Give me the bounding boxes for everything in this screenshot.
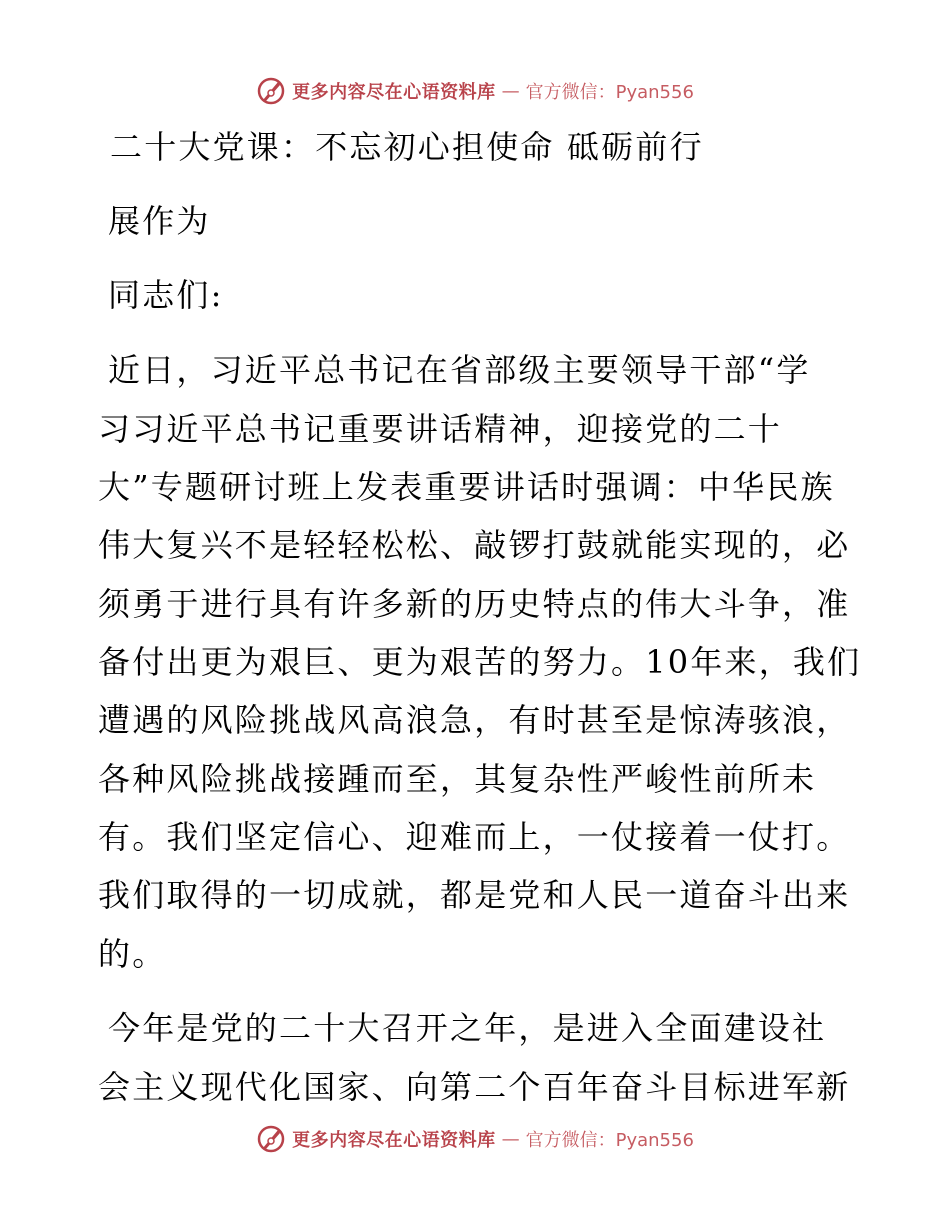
quill-logo-icon: [256, 1124, 286, 1154]
watermark-separator: —: [501, 1128, 520, 1150]
paragraph-line: 有。我们坚定信心、迎难而上，一仗接着一仗打。: [98, 818, 851, 856]
watermark-wechat-text: 官方微信：Pyan556: [525, 82, 694, 103]
paragraph-line: 今年是党的二十大召开之年，是进入全面建设社: [108, 1009, 827, 1047]
watermark-separator: —: [501, 80, 520, 102]
footer-watermark: [0, 1119, 950, 1159]
paragraph-line: 习习近平总书记重要讲话精神，迎接党的二十: [98, 410, 783, 448]
watermark-site-text: 更多内容尽在心语资料库: [292, 82, 496, 103]
paragraph-line: 各种风险挑战接踵而至，其复杂性严峻性前所未: [98, 760, 817, 798]
watermark-wechat-text: 官方微信：Pyan556: [525, 1130, 694, 1151]
paragraph-line: 须勇于进行具有许多新的历史特点的伟大斗争，准: [98, 585, 851, 623]
watermark-site-text: 更多内容尽在心语资料库: [292, 1130, 496, 1151]
paragraph-line: 伟大复兴不是轻轻松松、敲锣打鼓就能实现的，必: [98, 526, 851, 564]
document-subtitle: 展作为: [108, 202, 211, 240]
paragraph-line: 近日，习近平总书记在省部级主要领导干部“学: [108, 351, 811, 389]
paragraph-line: 遭遇的风险挑战风高浪急，有时甚至是惊涛骇浪，: [98, 701, 851, 739]
header-watermark: [0, 71, 950, 111]
quill-logo-icon: [256, 76, 286, 106]
paragraph-line: 备付出更为艰巨、更为艰苦的努力。10年来，我们: [98, 643, 862, 681]
paragraph-line: 的。: [98, 935, 167, 973]
paragraph-line: 大”专题研讨班上发表重要讲话时强调：中华民族: [98, 468, 835, 506]
paragraph-line: 会主义现代化国家、向第二个百年奋斗目标进军新: [98, 1068, 851, 1106]
salutation: 同志们:: [108, 276, 224, 314]
paragraph-line: 我们取得的一切成就，都是党和人民一道奋斗出来: [98, 876, 851, 914]
document-title: 二十大党课：不忘初心担使命 砥砺前行: [110, 128, 704, 166]
